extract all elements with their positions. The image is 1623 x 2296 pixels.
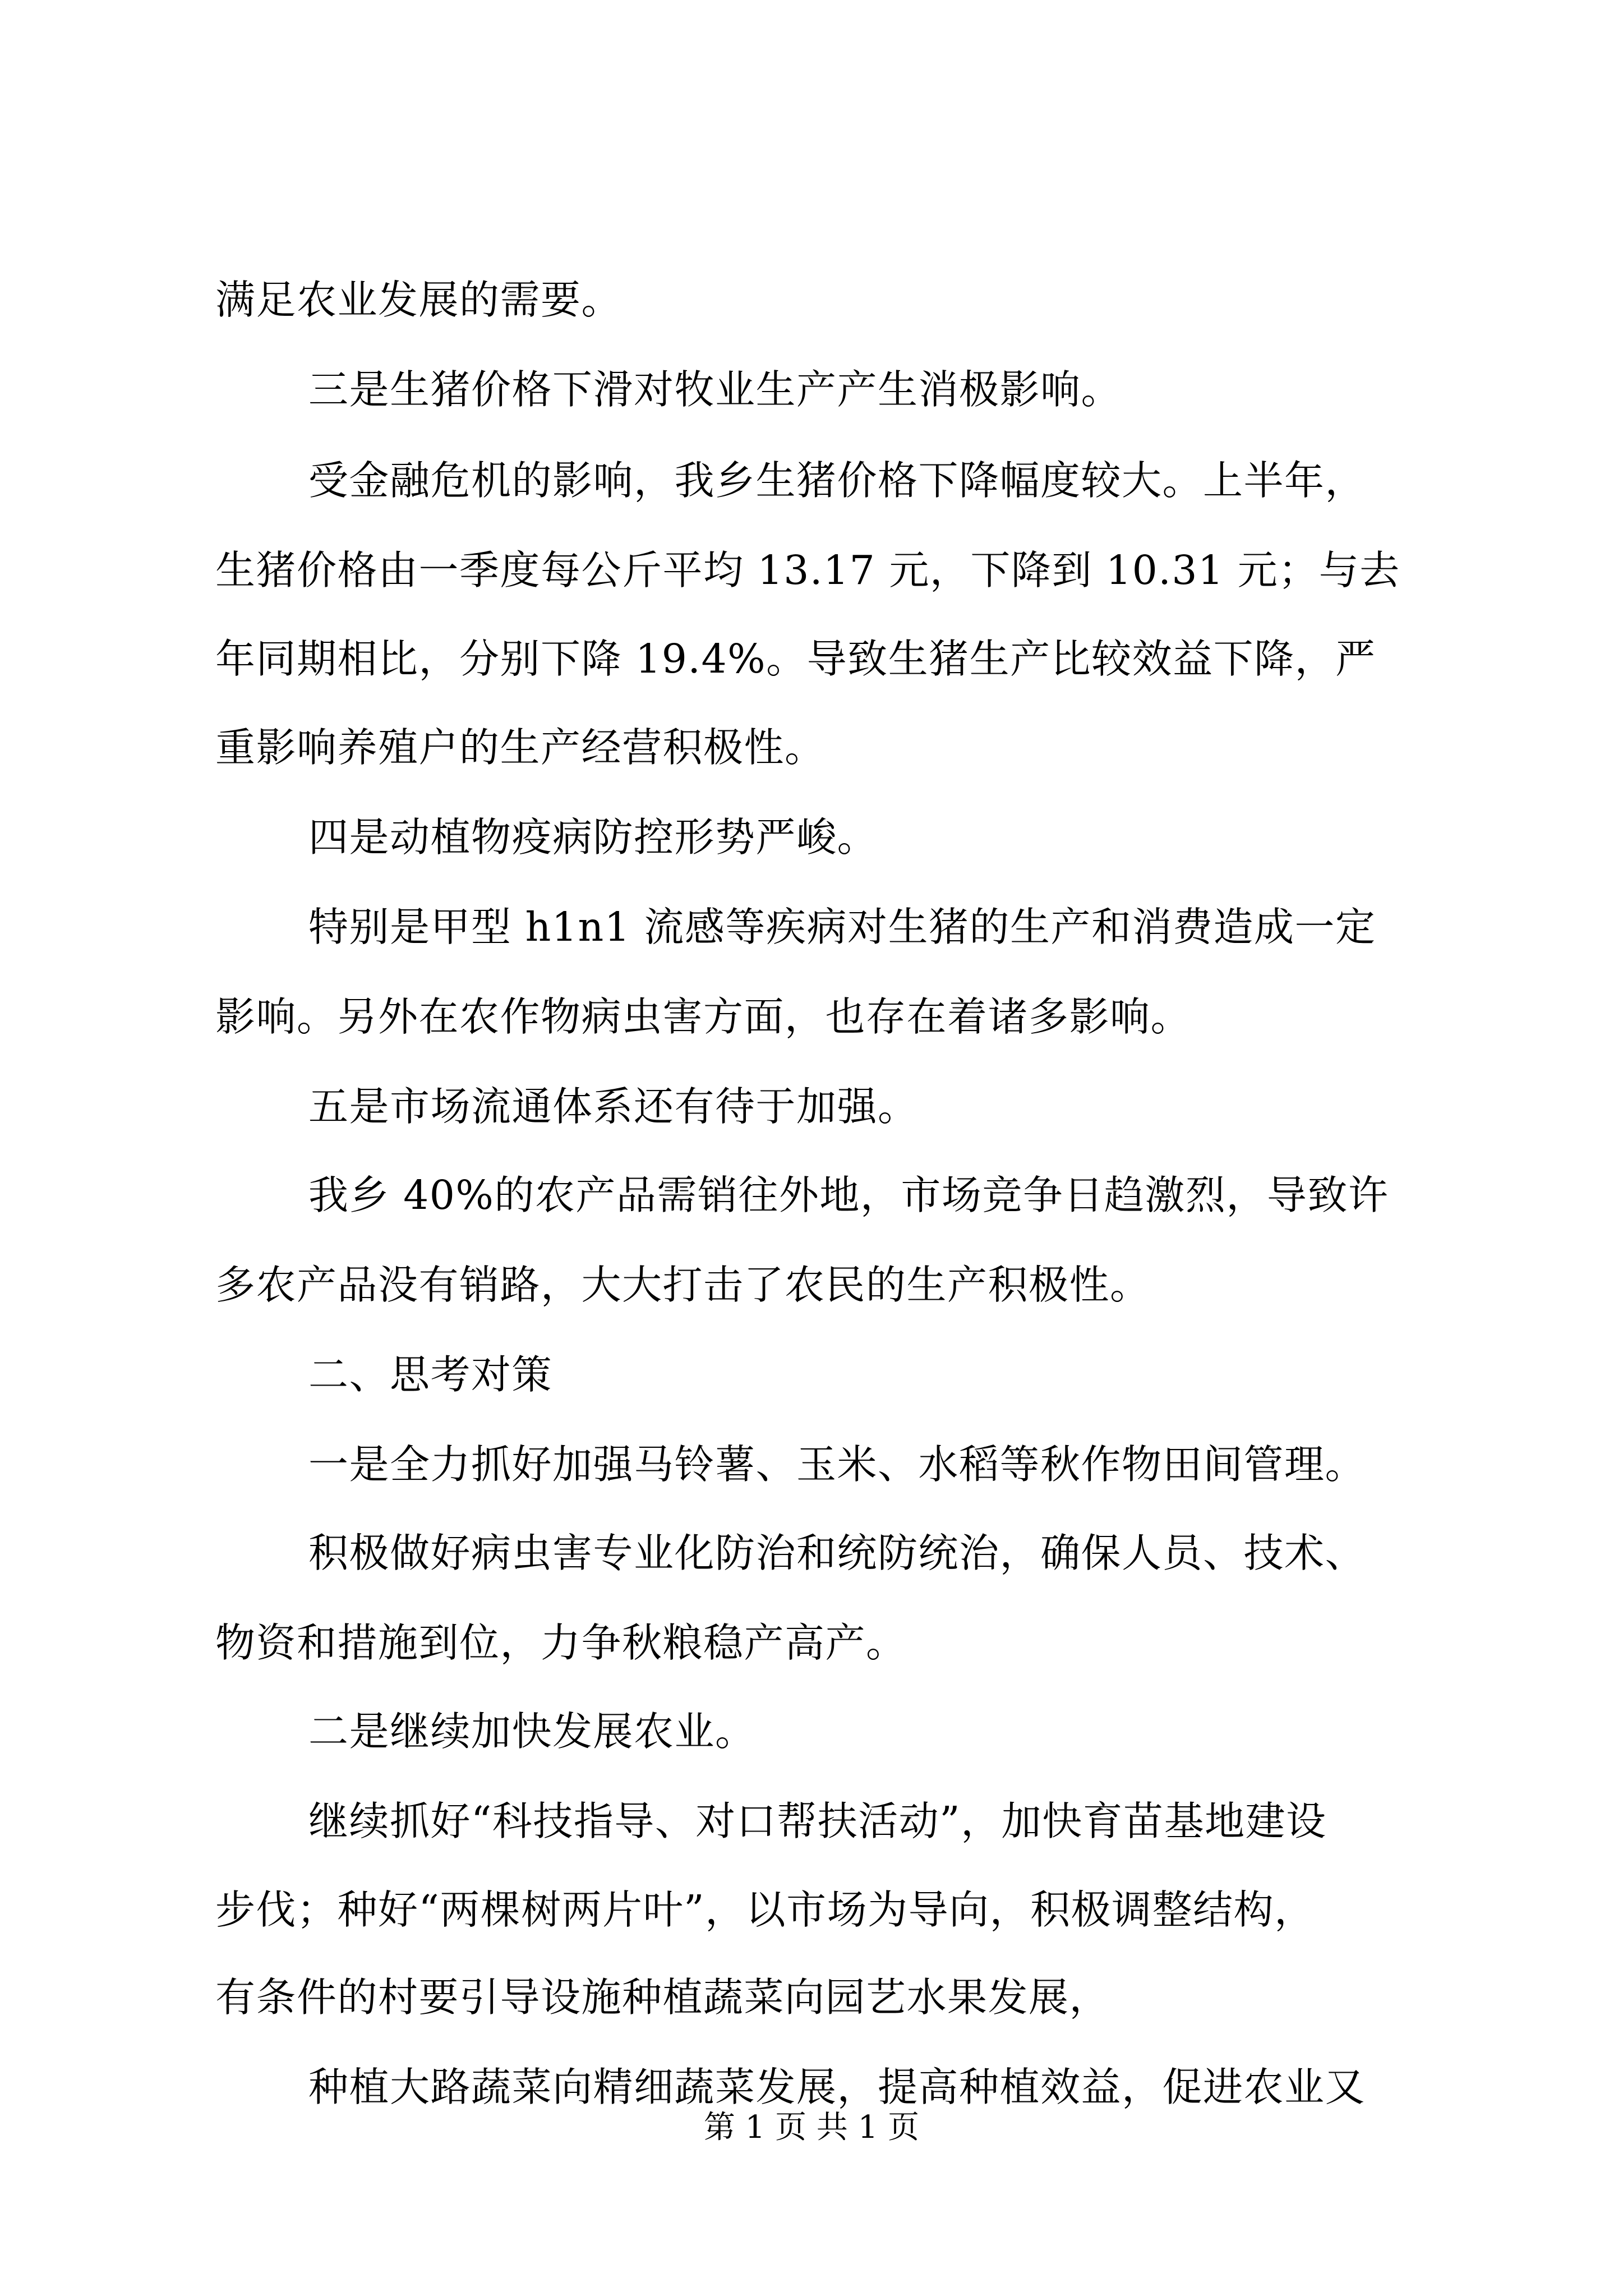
text-line: 有条件的村要引导设施种植蔬菜向园艺水果发展， [215,1974,1110,2021]
text-line: 重影响养殖户的生产经营积极性。 [215,724,826,771]
text-line: 受金融危机的影响，我乡生猪价格下降幅度较大。上半年， [308,457,1366,504]
text-line: 满足农业发展的需要。 [215,277,623,323]
text-line: 四是动植物疫病防控形势严峻。 [308,814,878,861]
text-line: 步伐；种好“两棵树两片叶”，以市场为导向，积极调整结构， [215,1887,1315,1933]
text-line: 五是市场流通体系还有待于加强。 [308,1083,919,1130]
text-line: 继续抓好“科技指导、对口帮扶活动”，加快育苗基地建设 [308,1798,1327,1844]
text-line: 物资和措施到位，力争秋粮稳产高产。 [215,1619,907,1666]
text-line: 二是继续加快发展农业。 [308,1708,756,1755]
text-line: 生猪价格由一季度每公斤平均 13.17 元，下降到 10.31 元；与去 [215,547,1400,593]
page-footer: 第 1 页 共 1 页 [703,2109,920,2146]
text-line: 影响。另外在农作物病虫害方面，也存在着诸多影响。 [215,993,1192,1040]
text-line: 年同期相比，分别下降 19.4%。导致生猪生产比较效益下降，严 [215,636,1376,682]
text-line: 积极做好病虫害专业化防治和统防统治，确保人员、技术、 [308,1530,1366,1576]
text-line: 种植大路蔬菜向精细蔬菜发展，提高种植效益，促进农业又 [308,2064,1366,2110]
text-line: 一是全力抓好加强马铃薯、玉米、水稻等秋作物田间管理。 [308,1441,1366,1488]
text-line: 多农产品没有销路，大大打击了农民的生产积极性。 [215,1262,1151,1308]
text-line: 特别是甲型 h1n1 流感等疾病对生猪的生产和消费造成一定 [308,904,1376,950]
text-line: 我乡 40%的农产品需销往外地，市场竞争日趋激烈，导致许 [308,1172,1389,1218]
section-heading: 二、思考对策 [308,1351,553,1398]
text-line: 三是生猪价格下滑对牧业生产产生消极影响。 [308,366,1122,413]
